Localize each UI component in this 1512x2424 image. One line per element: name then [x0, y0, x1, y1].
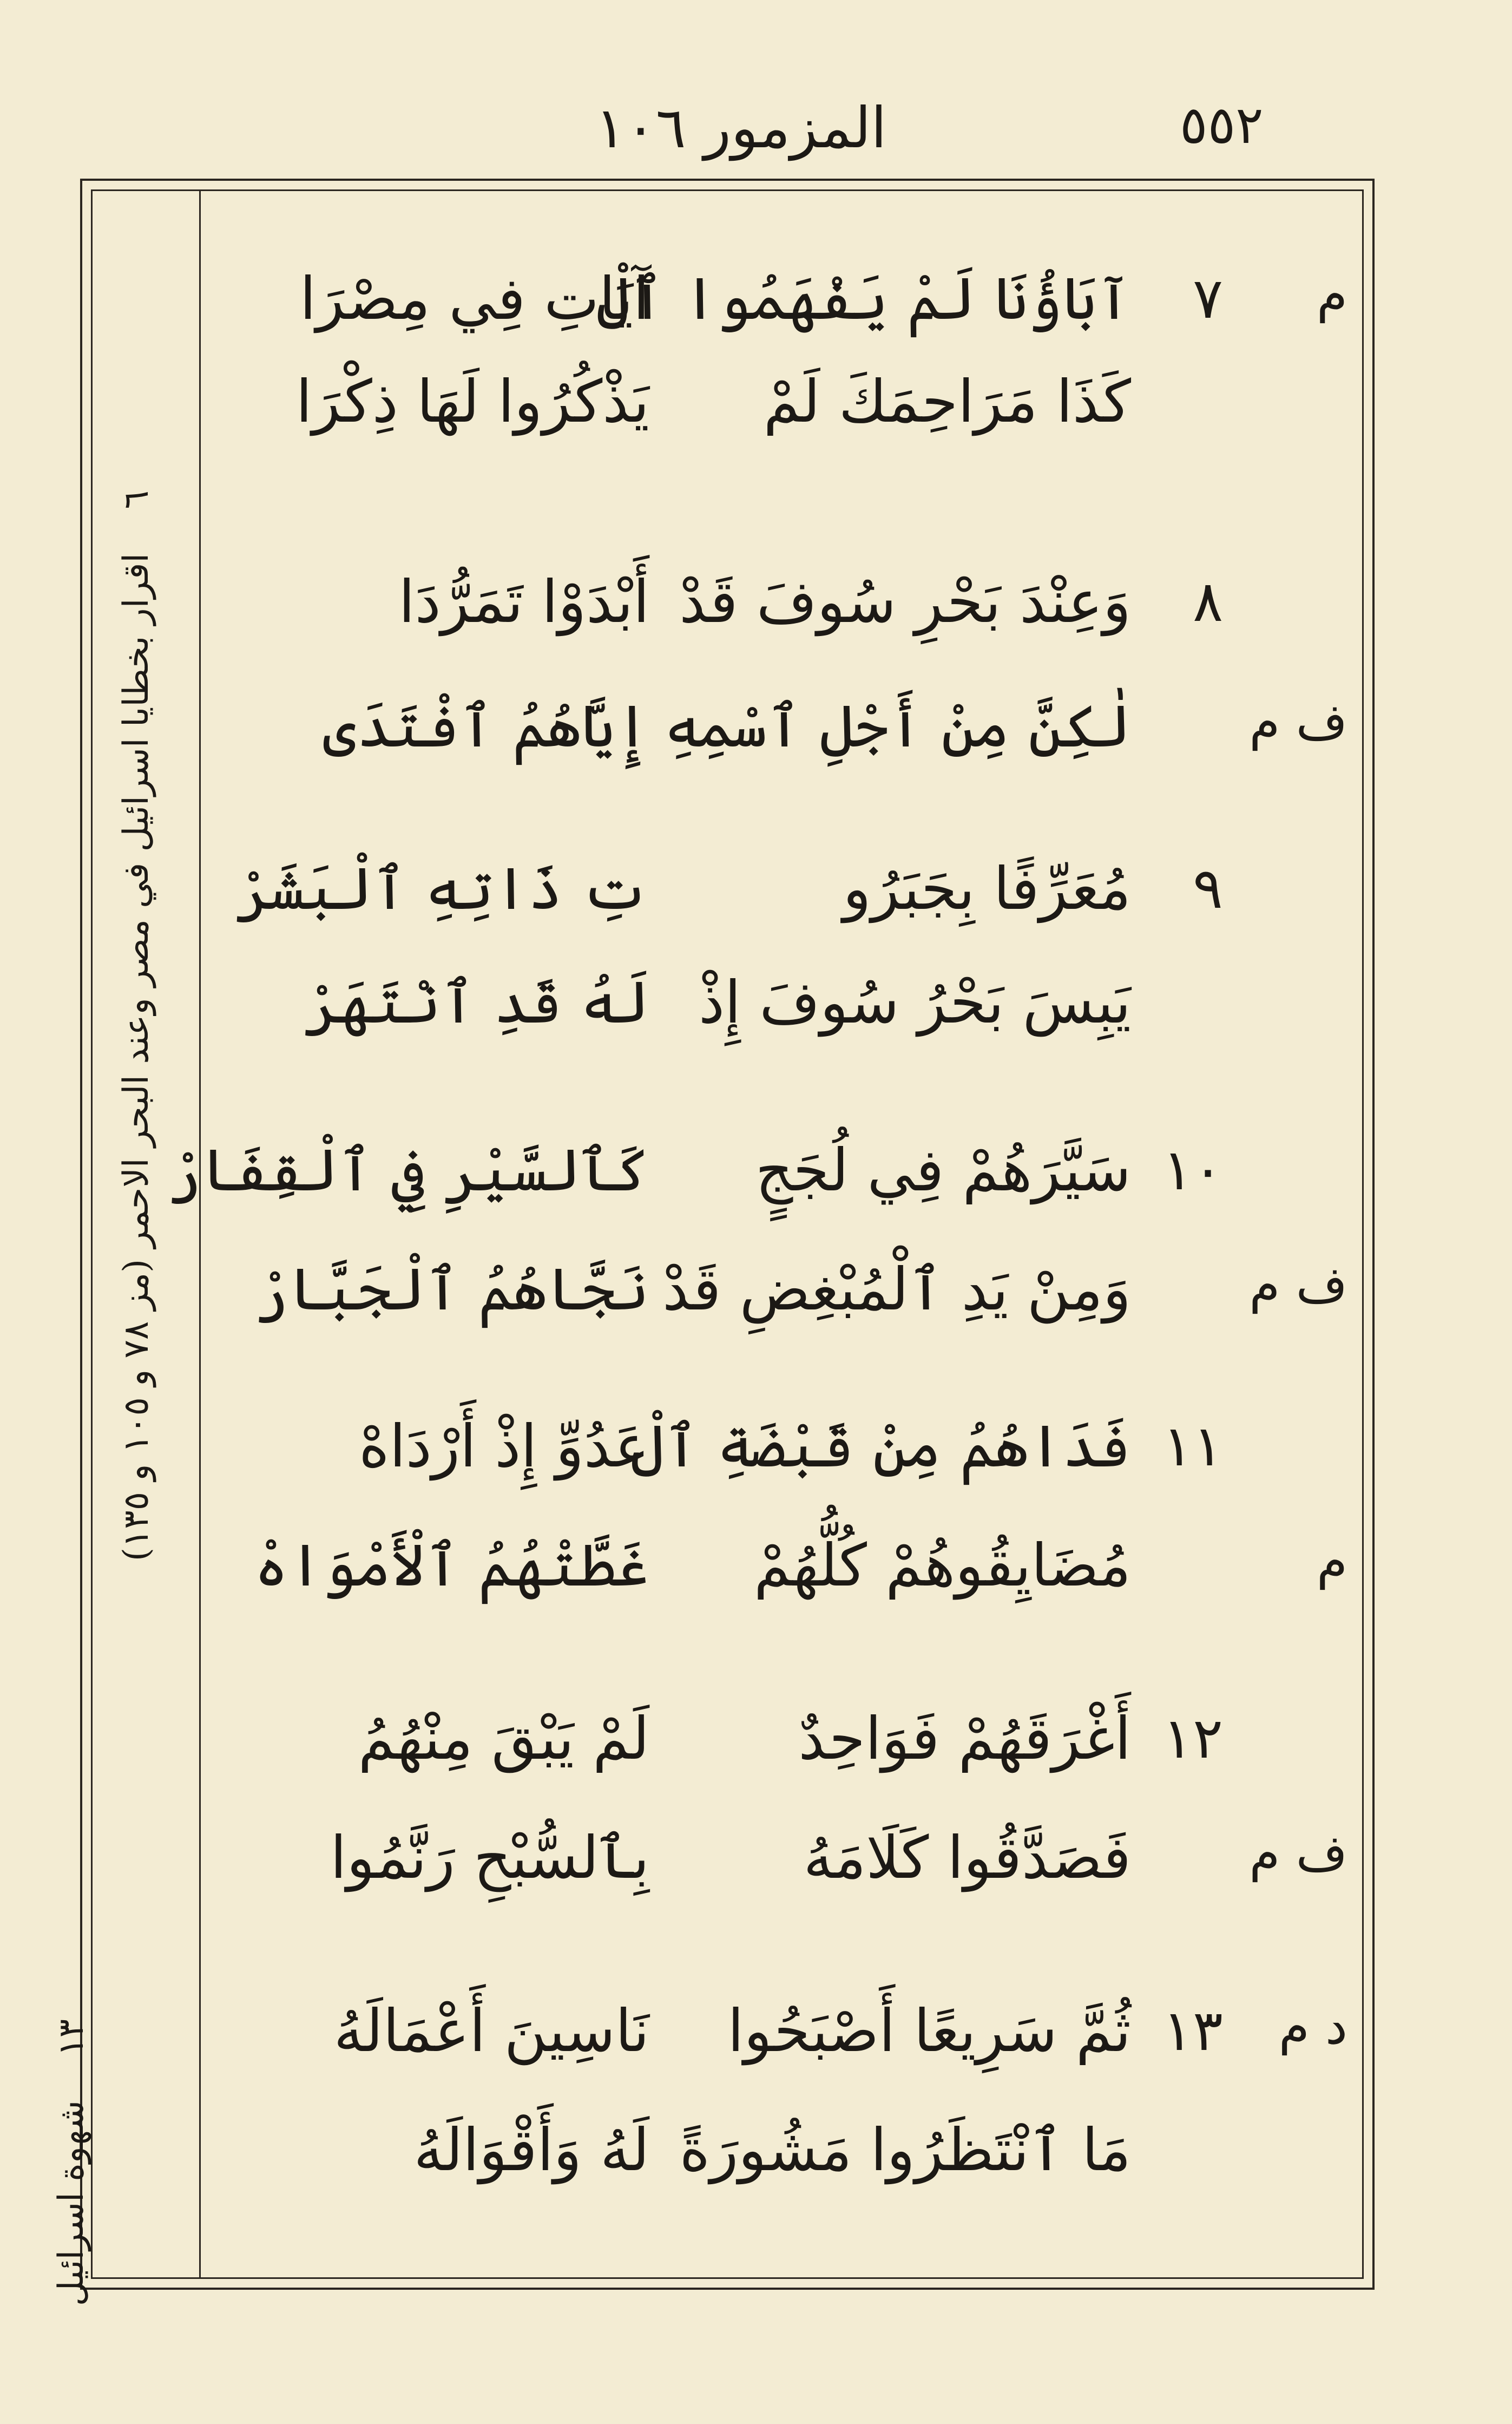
- hemistich-right: وَمِنْ يَدِ ٱلْمُبْغِضِ قَدْ: [662, 1256, 1131, 1324]
- hemistich-left: أَبْدَوْا تَمَرُّدَا: [398, 568, 649, 636]
- hemistich-right: وَعِنْدَ بَحْرِ سُوفَ قَدْ: [679, 568, 1131, 636]
- side-note-number: ١٣: [51, 2019, 91, 2056]
- hemistich-right: فَدَاهُمُ مِنْ قَبْضَةِ ٱلْ: [630, 1413, 1131, 1480]
- hemistich-left: يَذْكُرُوا لَهَا ذِكْرَا: [295, 368, 649, 436]
- chant-marker: ف م: [1249, 1256, 1347, 1314]
- hemistich-left: عَدُوِّ إِذْ أَرْدَاهْ: [359, 1413, 649, 1480]
- hemistich-left: نَجَّاهُمُ ٱلْجَبَّارْ: [254, 1256, 649, 1324]
- side-note-text: اقرار بخطايا اسرائيل في مصر وعند البحر الاحمر (مز ٧٨ و ١٠٥ و ١٣٥): [116, 553, 156, 1561]
- side-note-lust: [51, 1995, 100, 2330]
- hemistich-right: مُعَرِّفًا بِجَبَرُو: [843, 855, 1131, 923]
- hemistich-left: غَطَّتْهُمُ ٱلْأَمْوَاهْ: [254, 1532, 649, 1600]
- chant-marker: د م: [1278, 1997, 1347, 2055]
- hemistich-left: لَمْ يَبْقَ مِنْهُمُ: [358, 1705, 649, 1773]
- chant-marker: ف م: [1249, 1824, 1347, 1882]
- hemistich-right: فَصَدَّقُوا كَلَامَهُ: [803, 1824, 1131, 1892]
- hemistich-left: تِ ذَاتِهِ ٱلْبَشَرْ: [235, 855, 649, 923]
- hemistich-right: لٰكِنَّ مِنْ أَجْلِ ٱسْمِهِ: [664, 693, 1131, 761]
- hemistich-right: أَغْرَقَهُمْ فَوَاحِدٌ: [798, 1705, 1131, 1773]
- chant-marker: م: [1317, 265, 1347, 323]
- hemistich-right: مُضَايِقُوهُمْ كُلُّهُمْ: [754, 1532, 1131, 1600]
- hemistich-left: لَهُ قَدِ ٱنْتَهَرْ: [304, 969, 649, 1037]
- verse-number: ١٢: [1162, 1705, 1223, 1771]
- verse-number: ٩: [1193, 855, 1223, 921]
- hemistich-right: مَا ٱنْتَظَرُوا مَشُورَةً: [679, 2117, 1131, 2184]
- hemistich-right: ثُمَّ سَرِيعًا أَصْبَحُوا: [727, 1997, 1131, 2065]
- hemistich-right: يَبِسَ بَحْرُ سُوفَ إِذْ: [698, 969, 1131, 1037]
- hemistich-left: إِيَّاهُمُ ٱفْتَدَى: [323, 693, 649, 761]
- side-note-confession: [116, 241, 165, 1811]
- page-header: [0, 95, 1512, 187]
- verse-number: ١٠: [1162, 1137, 1223, 1203]
- hemistich-left: نَاسِينَ أَعْمَالَهُ: [333, 1997, 649, 2065]
- side-note-number: ٦: [116, 490, 156, 509]
- chant-marker: ف م: [1249, 693, 1347, 751]
- hemistich-left: كَٱلسَّيْرِ فِي ٱلْقِفَارْ: [167, 1137, 649, 1204]
- hemistich-right: كَذَا مَرَاحِمَكَ لَمْ: [763, 368, 1131, 436]
- hemistich-left: بِٱلسُّبْحِ رَنَّمُوا: [330, 1824, 649, 1892]
- chant-marker: م: [1317, 1532, 1347, 1590]
- page-number: ٥٥٢: [1180, 95, 1264, 155]
- verse-number: ٨: [1193, 568, 1223, 634]
- hemistich-left: لَهُ وَأَقْوَالَهُ: [413, 2117, 649, 2184]
- side-note-text: شهوة اسرائيل: [51, 2100, 91, 2307]
- page-frame-inner: [91, 189, 1364, 2279]
- hemistich-left: آيَاتِ فِي مِصْرَا: [299, 265, 649, 333]
- verse-number: ١٣: [1162, 1997, 1223, 2063]
- verse-number: ١١: [1162, 1413, 1223, 1479]
- hemistich-right: سَيَّرَهُمْ فِي لُجَجٍ: [755, 1137, 1131, 1204]
- hemistich-right: آبَاؤُنَا لَمْ يَفْهَمُوا ٱلْ: [596, 265, 1131, 333]
- margin-divider: [199, 189, 201, 2279]
- running-title: المزمور ١٠٦: [595, 95, 887, 161]
- verse-number: ٧: [1193, 265, 1223, 331]
